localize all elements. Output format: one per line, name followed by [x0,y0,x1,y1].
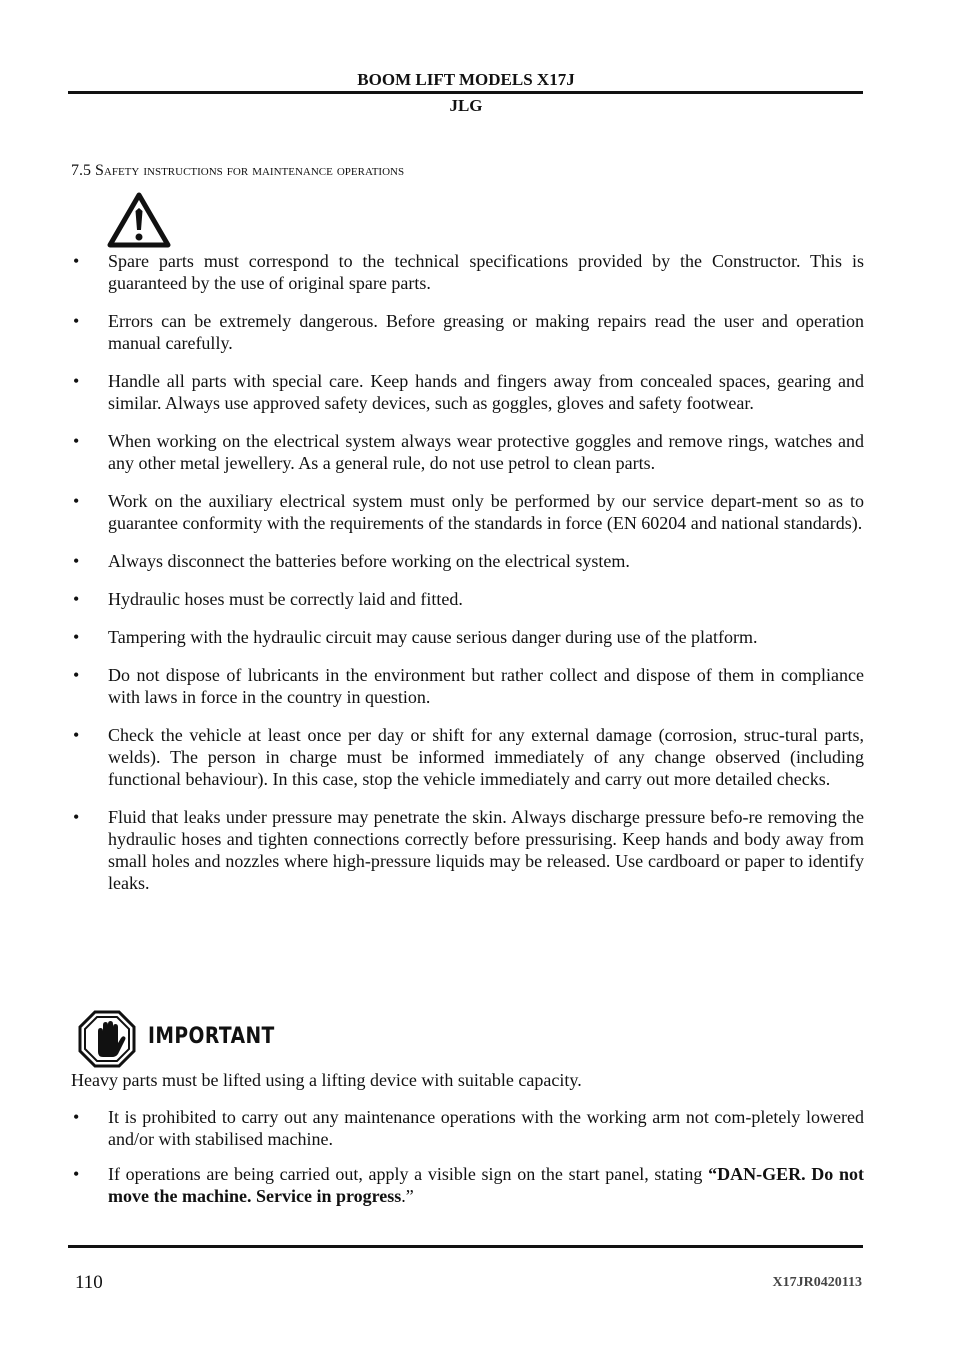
list-item: • Always disconnect the batteries before working on the electrical system. [71,550,864,572]
footer-rule [68,1245,863,1248]
section-title: 7.5 Safety instructions for maintenance operations [71,162,405,179]
header-rule [68,91,863,94]
list-item: • Fluid that leaks under pressure may penetrate the skin. Always discharge pressure befo-re removing the hydraulic hoses and tighten connections correctly before pressurising. Keep hands and body away from small holes and nozzles where high-pressure liquids may be released. Use cardboard or paper to identify leaks. [71,806,864,894]
list-item: • Hydraulic hoses must be correctly laid and fitted. [71,588,864,610]
document-code: X17JR0420113 [772,1275,862,1290]
list-item: • Errors can be extremely dangerous. Before greasing or making repairs read the user and operation manual carefully. [71,310,864,354]
page-number: 110 [75,1272,103,1293]
safety-instructions-list [71,250,864,910]
list-item [71,1163,864,1207]
stop-hand-icon [78,1010,136,1068]
warning-triangle-icon [107,192,171,248]
sign-warning-text: “DAN-GER. Do not move the machine. Service in progress [108,1164,864,1206]
list-item: • When working on the electrical system always wear protective goggles and remove rings, watches and any other metal jewellery. As a general rule, do not use petrol to clean parts. [71,430,864,474]
sign-instruction-end: .” [401,1186,414,1206]
sign-instruction-text: If operations are being carried out, apply a visible sign on the start panel, stating [108,1164,709,1184]
list-item: • Check the vehicle at least once per day or shift for any external damage (corrosion, struc-tural parts, welds). The person in charge must be informed immediately of any change observed (including functional behaviour). In this case, stop the vehicle immediately and carry out more detailed checks. [71,724,864,790]
list-item: • Tampering with the hydraulic circuit may cause serious danger during use of the platform. [71,626,864,648]
list-item: • Spare parts must correspond to the technical specifications provided by the Constructor. This is guaranteed by the use of original spare parts. [71,250,864,294]
header-brand: JLG [449,96,483,115]
important-label: IMPORTANT [148,1024,275,1049]
list-item: • Do not dispose of lubricants in the environment but rather collect and dispose of them in compliance with laws in force in the country in question. [71,664,864,708]
important-list [71,1106,864,1220]
list-item: • Work on the auxiliary electrical system must only be performed by our service depart-ment so as to guarantee conformity with the requirements of the standards in force (EN 60204 and national standards). [71,490,864,534]
list-item: • It is prohibited to carry out any maintenance operations with the working arm not com-pletely lowered and/or with stabilised machine. [71,1106,864,1150]
important-text: Heavy parts must be lifted using a lifting device with suitable capacity. [71,1070,582,1090]
list-item: • Handle all parts with special care. Keep hands and fingers away from concealed spaces, gearing and similar. Always use approved safety devices, such as goggles, gloves and safety footwear. [71,370,864,414]
header-title: BOOM LIFT MODELS X17J [357,70,575,89]
